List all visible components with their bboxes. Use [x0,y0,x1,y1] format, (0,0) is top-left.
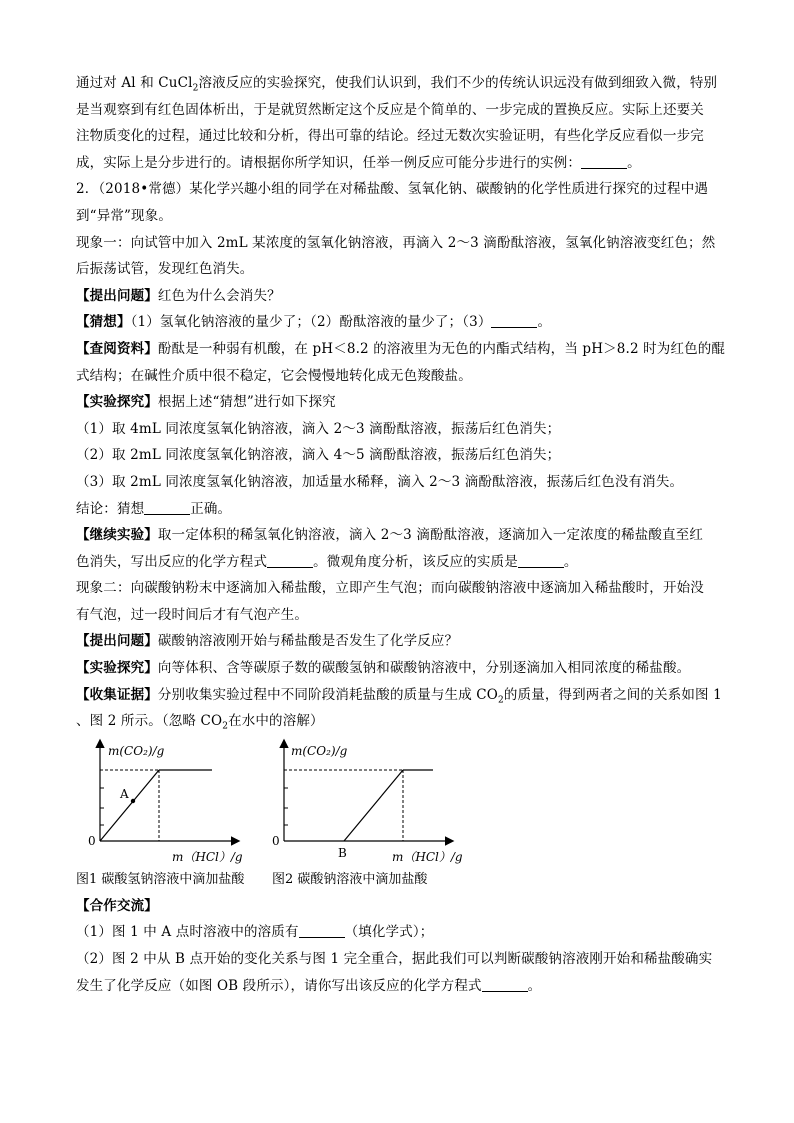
intro-line-3: 注物质变化的过程，通过比较和分析，得出可靠的结论。经过无数次实验证明，有些化学反应看似一步完 [76,128,704,145]
reference-info-line-1: 【查阅资料】酚酞是一种弱有机酸，在 pH＜8.2 的溶液里为无色的内酯式结构，当 pH＞8.2 时为红色的醌 [76,340,726,357]
fig2-origin: 0 [272,833,280,848]
intro-line-1: 通过对 Al 和 CuCl$_2$溶液反应的实验探究，使我们认识到，我们不少的传统认识远没有做到细致入微，特别 [76,75,718,94]
cooperation-q2-line-1: （2）图 2 中从 B 点开始的变化关系与图 1 完全重合，据此我们可以判断碳酸钠溶液刚开始和稀盐酸确实 [76,951,713,968]
answer-blank[interactable] [491,313,537,328]
experiment-1-step-2: （2）取 2mL 同浓度氢氧化钠溶液，滴入 4～5 滴酚酞溶液，振荡后红色消失； [76,447,561,464]
figures-svg [76,735,726,893]
evidence-line-1: 【收集证据】分别收集实验过程中不同阶段消耗盐酸的质量与生成 $CO_2$的质量，得到两者之间的关系如图 1 [76,686,722,706]
experiment-2: 【实验探究】向等体积、含等碳原子数的碳酸氢钠和碳酸钠溶液中，分别逐滴加入相同浓度的稀盐酸。 [76,660,691,677]
cooperation: 【合作交流】 [76,897,158,914]
phenomenon-2-line-1: 现象二：向碳酸钠粉末中逐滴加入稀盐酸，立即产生气泡；而向碳酸钠溶液中逐滴加入稀盐酸时，开始没 [76,580,704,597]
intro-line-4: 成，实际上是分步进行的。请根据你所学知识，任举一例反应可能分步进行的实例： 。 [76,154,641,171]
fig1-point-label: A [120,786,129,801]
phenomenon-1-line-2: 后振荡试管，发现红色消失。 [76,261,254,278]
conclusion: 结论：猜想 正确。 [76,500,232,517]
experiment-1-step-1: （1）取 4mL 同浓度氢氧化钠溶液，滴入 2～3 滴酚酞溶液，振荡后红色消失； [76,420,561,437]
fig2-rising-line [344,770,403,841]
cooperation-q2-line-2: 发生了化学反应（如图 OB 段所示），请你写出该反应的化学方程式 。 [76,977,542,994]
fig1-rising-line [100,770,159,841]
fig1-point-a [131,799,135,803]
phenomenon-2-line-2: 有气泡，过一段时间后才有气泡产生。 [76,606,309,623]
cooperation-q1: （1）图 1 中 A 点时溶液中的溶质有 （填化学式）； [76,924,434,941]
document-page [76,70,726,999]
figure-1 [76,741,245,887]
experiment-1: 【实验探究】根据上述“猜想”进行如下探究 [76,394,336,411]
guess: 【猜想】（1）氢氧化钠溶液的量少了；（2）酚酞溶液的量少了；（3） 。 [76,314,552,331]
ask-question-2: 【提出问题】碳酸钠溶液刚开始与稀盐酸是否发生了化学反应？ [76,633,459,650]
answer-blank[interactable] [144,500,190,515]
ask-question-1: 【提出问题】红色为什么会消失？ [76,287,281,304]
phenomenon-1-line-1: 现象一：向试管中加入 2mL 某浓度的氢氧化钠溶液，再滴入 2～3 滴酚酞溶液，氢氧化钠溶液变红色；然 [76,234,716,251]
figure-2 [272,741,463,887]
figures [76,735,726,893]
answer-blank[interactable] [482,977,528,992]
evidence-line-2: 、图 2 所示。（忽略 $CO_2$在水中的溶解） [76,713,324,732]
continue-experiment-line-2: 色消失，写出反应的化学方程式 。微观角度分析，该反应的实质是 。 [76,553,578,570]
question-2-heading: 2．（2018•常德）某化学兴趣小组的同学在对稀盐酸、氢氧化钠、碳酸钠的化学性质进行探究的过程中遇 [76,181,709,198]
fig2-caption: 图2 碳酸钠溶液中滴加盐酸 [272,871,428,887]
answer-blank[interactable] [299,923,345,938]
fig2-y-label: m(CO₂)/g [291,743,348,758]
answer-blank[interactable] [581,154,627,169]
experiment-1-step-3: （3）取 2mL 同浓度氢氧化钠溶液，加适量水稀释，滴入 2～3 滴酚酞溶液，振荡后红色没有消失。 [76,473,684,490]
reference-info-line-2: 式结构；在碱性介质中很不稳定，它会慢慢地转化成无色羧酸盐。 [76,367,472,384]
intro-line-2: 是当观察到有红色固体析出，于是就贸然断定这个反应是个简单的、一步完成的置换反应。实际上还要关 [76,101,704,118]
continue-experiment-line-1: 【继续实验】取一定体积的稀氢氧化钠溶液，滴入 2～3 滴酚酞溶液，逐滴加入一定浓度的稀盐酸直至红 [76,527,703,544]
fig1-caption: 图1 碳酸氢钠溶液中滴加盐酸 [76,871,245,887]
fig1-y-label: m(CO₂)/g [108,743,165,758]
question-2-line-2: 到“异常”现象。 [76,207,173,224]
fig2-point-label: B [338,845,347,860]
fig1-origin: 0 [88,833,96,848]
answer-blank[interactable] [267,553,313,568]
fig2-x-label: m（HCl）/g [392,849,463,864]
answer-blank[interactable] [518,553,564,568]
fig1-x-label: m（HCl）/g [172,849,243,864]
